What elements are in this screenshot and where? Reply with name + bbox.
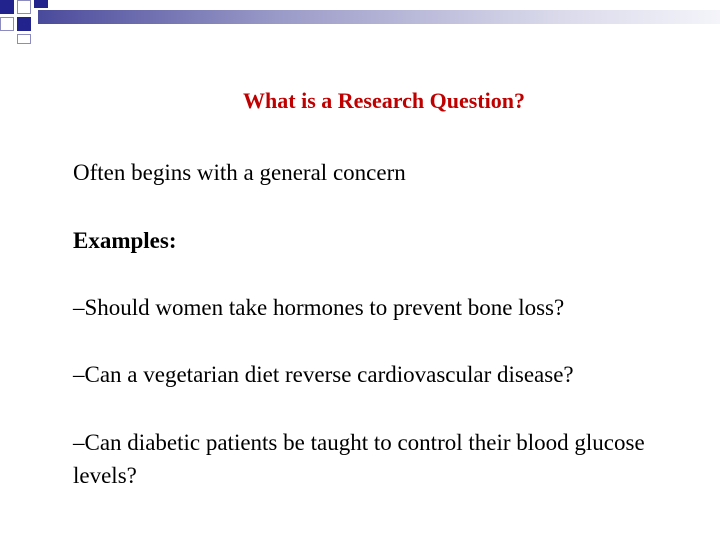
corner-square-decoration bbox=[0, 0, 14, 14]
examples-heading: Examples: bbox=[73, 228, 177, 253]
corner-square-decoration bbox=[0, 17, 14, 31]
header-gradient-bar bbox=[38, 10, 720, 24]
intro-text: Often begins with a general concern bbox=[73, 160, 406, 185]
corner-square-decoration bbox=[17, 34, 31, 44]
corner-square-decoration bbox=[34, 0, 48, 8]
slide-title: What is a Research Question? bbox=[243, 88, 525, 113]
example-item: –Can a vegetarian diet reverse cardiovascular disease? bbox=[73, 362, 574, 387]
example-item: –Should women take hormones to prevent bone loss? bbox=[73, 295, 565, 320]
example-item: –Can diabetic patients be taught to control their blood glucose levels? bbox=[73, 430, 645, 488]
corner-square-decoration bbox=[17, 17, 31, 31]
corner-square-decoration bbox=[17, 0, 31, 14]
